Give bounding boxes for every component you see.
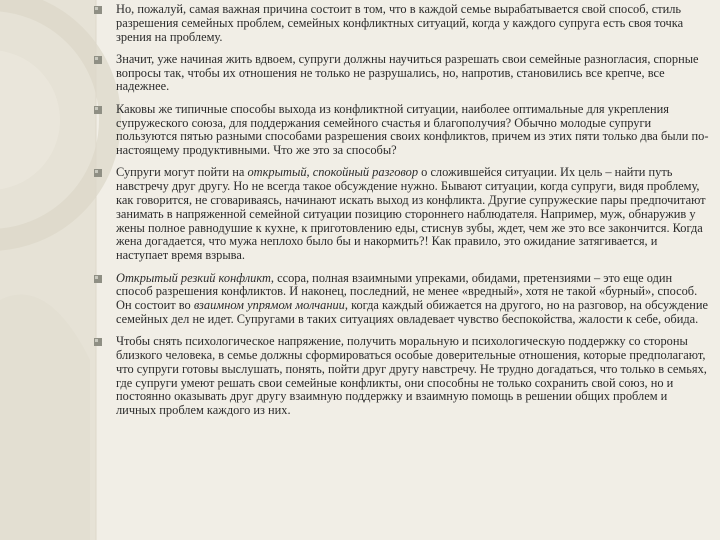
- bullet-icon: [94, 275, 102, 283]
- bullet-icon: [94, 338, 102, 346]
- paragraph-text: , ссора, полная взаимными упреками, обидами, претензиями – это еще один способ разрешения конфликтов. И наконец, последний, не менее «вредный», хотя не такой «бурный», способ. Он состоит во: [116, 270, 698, 313]
- paragraph-text: Чтобы снять психологическое напряжение, получить моральную и психологическую поддержку со стороны близкого человека, в семье должны сформироваться особые доверительные отношения, которые предполагают, что супруги готовы выслушать, понять, пойти друг другу навстречу. Не трудно догадаться, что только в семьях, где супруги умеют решать свои семейные конфликты, они способны не только сохранить свой союз, но и постоянно оказывать друг другу взаимную поддержку и взаимную помощь в решении общих проблем и личных проблем каждого из них.: [116, 334, 707, 418]
- emphasis-text: открытый, спокойный разговор: [247, 165, 419, 180]
- bullet-paragraph: [92, 166, 710, 263]
- bullet-paragraph: [92, 103, 710, 158]
- bullet-icon: [94, 169, 102, 177]
- bullet-icon: [94, 56, 102, 64]
- paragraph-text: Супруги могут пойти на: [116, 165, 248, 180]
- emphasis-text: взаимном упрямом молчании: [193, 298, 345, 313]
- paragraph-text: Но, пожалуй, самая важная причина состоит в том, что в каждой семье вырабатывается свой способ, стиль разрешения семейных проблем, семейных конфликтных ситуаций, когда у каждого супруга есть своя точка зрения на проблему.: [116, 2, 684, 44]
- paragraph-text: о сложившейся ситуации. Их цель – найти путь навстречу друг другу. Но не всегда такое обсуждение нужно. Бывают ситуации, когда супруги, видя проблему, как говорится, не сговариваясь, начинают искать выход из конфликта. Другие супружеские пары предпочитают занимать в напряженной семейной ситуации позицию стороннего наблюдателя. Например, муж, обнаружив у жены полное равнодушие к кухне, к приготовлению еды, стиснув зубы, ждет, чем же это все закончится. Когда жена догадается, что мужа неплохо было бы и накормить?! Как правило, это ожидание затягивается, и наступает время взрыва.: [116, 165, 706, 263]
- emphasis-text: Открытый резкий конфликт: [116, 270, 271, 285]
- paragraph-text: Каковы же типичные способы выхода из конфликтной ситуации, наиболее оптимальные для укрепления супружеского союза, для поддержания семейного счастья и благополучия? Обычно молодые супруги пользуются пятью разными способами разрешения своих конфликтов, причем из этих пяти только два были по-настоящему продуктивными. Что же это за способы?: [116, 101, 709, 158]
- slide-text-list: [92, 3, 710, 427]
- bullet-icon: [94, 106, 102, 114]
- bullet-paragraph: [92, 272, 710, 327]
- paragraph-text: , когда каждый обижается на другого, но на разговор, на обсуждение семейных дел не идет. Супругами в таких ситуациях овладевает чувство беспокойства, жалости к себе, обида.: [116, 298, 709, 326]
- bullet-paragraph: [92, 3, 710, 44]
- paragraph-text: Значит, уже начиная жить вдвоем, супруги должны научиться разрешать свои семейные разногласия, спорные вопросы так, чтобы их отношения не только не разрушались, но, напротив, становились все крепче, все надежнее.: [116, 51, 699, 94]
- bullet-icon: [94, 6, 102, 14]
- bullet-paragraph: [92, 335, 710, 418]
- bullet-paragraph: [92, 53, 710, 94]
